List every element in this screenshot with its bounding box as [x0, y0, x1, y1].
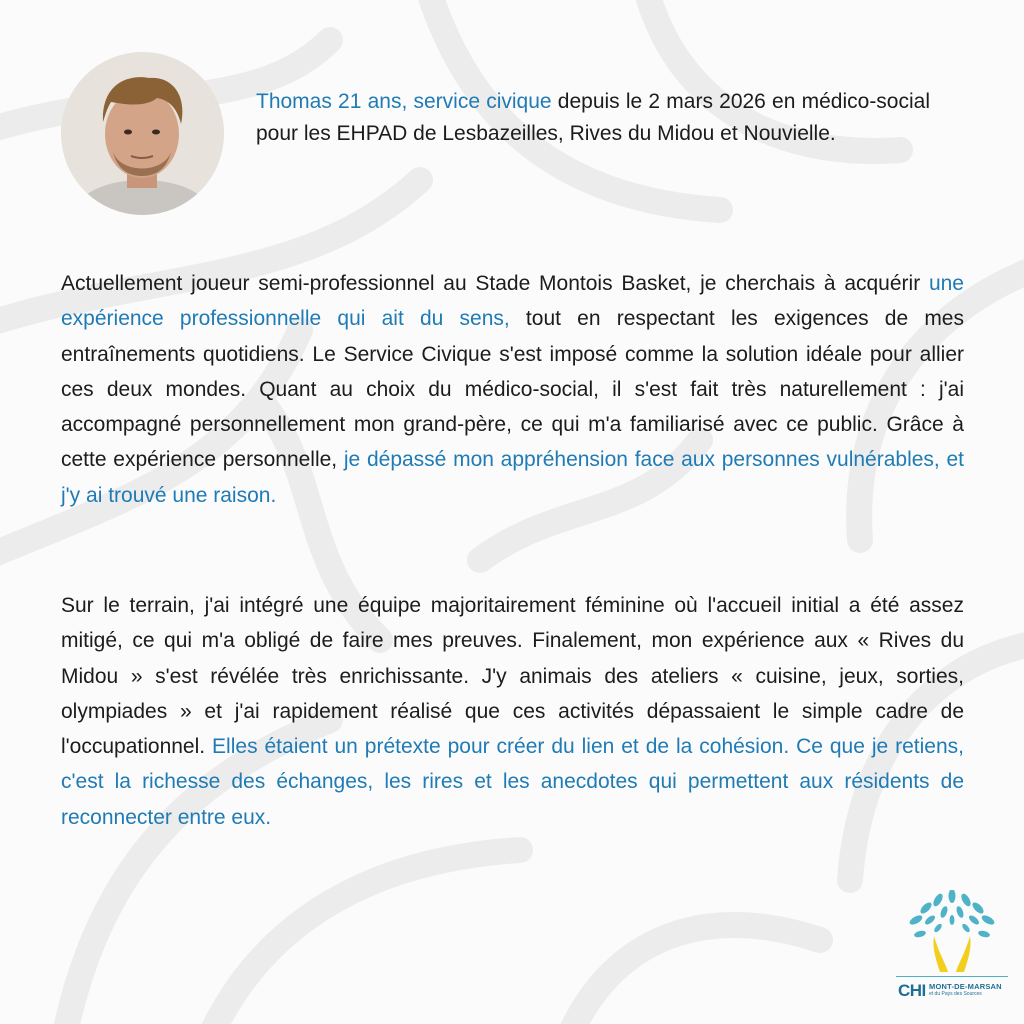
- chi-logo: [896, 890, 1008, 1010]
- logo-divider: [896, 976, 1008, 977]
- tree-logo-icon: [900, 890, 1004, 972]
- logo-name: MONT-DE-MARSAN: [929, 982, 1002, 991]
- profile-intro: [256, 86, 930, 150]
- logo-subtitle: et du Pays des Sources: [929, 991, 982, 997]
- paragraph-2-highlight-a: Elles étaient un prétexte pour créer du lien et de la cohésion. Ce que je retiens, c'est la richesse des échanges, les rires et les anecdotes qui permettent aux résidents de reconnecter entre eux.: [61, 735, 964, 829]
- paragraph-experience: [61, 588, 964, 835]
- logo-abbr: CHI: [898, 981, 926, 1000]
- paragraph-1-highlight-b: je dépassé mon appréhension face aux personnes vulnérables, et j'y ai trouvé une raison.: [61, 448, 964, 507]
- paragraph-motivation: [61, 266, 964, 513]
- intro-text: depuis le 2 mars 2026 en médico-social pour les EHPAD de Lesbazeilles, Rives du Midou et Nouvielle.: [256, 90, 930, 145]
- paragraph-1-text-b: tout en respectant les exigences de mes entraînements quotidiens. Le Service Civique s'est imposé comme la solution idéale pour allier ces deux mondes. Quant au choix du médico-social, il s'est fait très naturellement : j'ai accompagné personnellement mon grand-père, ce qui m'a familiarisé avec ce public. Grâce à cette expérience personnelle,: [61, 307, 964, 472]
- person-portrait-icon: [61, 52, 224, 215]
- paragraph-2-text-a: Sur le terrain, j'ai intégré une équipe majoritairement féminine où l'accueil initial a été assez mitigé, ce qui m'a obligé de faire mes preuves. Finalement, mon expérience aux « Rives du Midou » s'est révélée très enrichissante. J'y animais des ateliers « cuisine, jeux, sorties, olympiades » et j'ai rapidement réalisé que ces activités dépassaient le simple cadre de l'occupationnel.: [61, 594, 964, 759]
- intro-highlight: Thomas 21 ans, service civique: [256, 90, 552, 113]
- paragraph-1-highlight-a: une expérience professionnelle qui ait du sens,: [61, 272, 964, 331]
- profile-photo: [61, 52, 224, 215]
- paragraph-1-text-a: Actuellement joueur semi-professionnel au Stade Montois Basket, je cherchais à acquérir: [61, 272, 929, 295]
